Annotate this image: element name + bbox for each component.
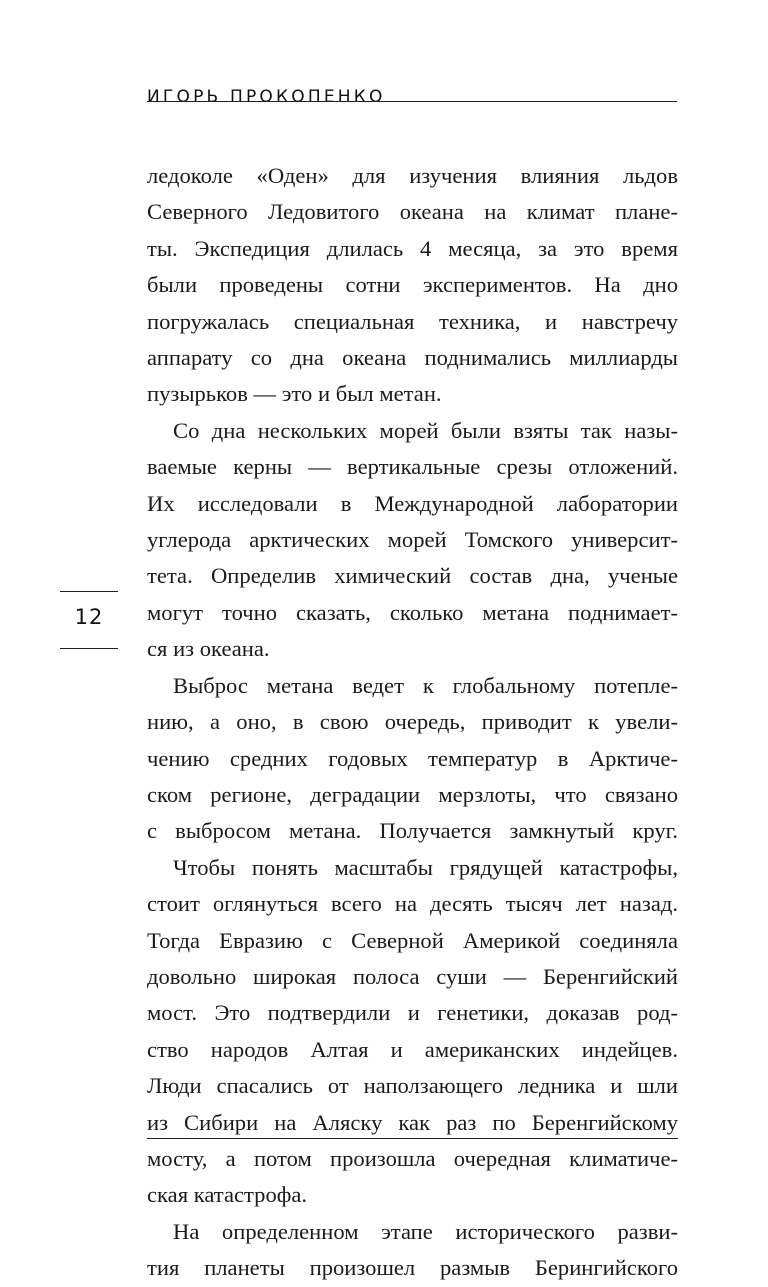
body-line: аппарату со дна океана поднимались миллиарды <box>147 345 678 371</box>
running-head: ИГОРЬ ПРОКОПЕНКО <box>147 87 386 107</box>
header-rule <box>147 101 677 102</box>
body-line: пузырьков — это и был метан. <box>147 381 442 407</box>
body-line: ство народов Алтая и американских индейцев. <box>147 1036 678 1062</box>
body-line: из Сибири на Аляску как раз по Беренгийскому <box>147 1109 678 1135</box>
body-line: Выброс метана ведет к глобальному потепле- <box>173 672 678 698</box>
body-line: могут точно сказать, сколько метана поднимает- <box>147 599 678 625</box>
body-line: Чтобы понять масштабы грядущей катастрофы, <box>173 854 678 880</box>
page-number: 12 <box>74 605 104 629</box>
body-line: довольно широкая полоса суши — Беренгийский <box>147 963 678 989</box>
folio-rule-bottom <box>60 648 118 649</box>
body-line: ты. Экспедиция длилась 4 месяца, за это время <box>147 235 678 261</box>
body-line: На определенном этапе исторического разви- <box>173 1218 678 1244</box>
body-line: ледоколе «Оден» для изучения влияния льдов <box>147 163 678 188</box>
body-text <box>147 158 678 1287</box>
body-line: Люди спасались от наползающего ледника и шли <box>147 1073 678 1099</box>
body-line: ская катастрофа. <box>147 1182 308 1208</box>
body-line: ваемые керны — вертикальные срезы отложений. <box>147 454 678 480</box>
body-line: стоит оглянуться всего на десять тысяч лет назад. <box>147 891 678 917</box>
body-line: Со дна нескольких морей были взяты так назы- <box>173 417 678 443</box>
body-line: Их исследовали в Международной лаборатории <box>147 490 678 516</box>
body-line: чению средних годовых температур в Арктиче- <box>147 745 678 771</box>
body-line: Северного Ледовитого океана на климат плане- <box>147 199 678 225</box>
body-line: были проведены сотни экспериментов. На дно <box>147 272 678 298</box>
body-line: Тогда Евразию с Северной Америкой соединяла <box>147 927 678 953</box>
body-line: с выбросом метана. Получается замкнутый круг. <box>147 818 678 844</box>
body-line: углерода арктических морей Томского университ- <box>147 527 678 553</box>
body-line: погружалась специальная техника, и навстречу <box>147 308 678 334</box>
body-line: ся из океана. <box>147 636 270 662</box>
body-line: мосту, а потом произошла очередная климатиче- <box>147 1145 678 1171</box>
body-line: тета. Определив химический состав дна, ученые <box>147 563 678 589</box>
body-line: мост. Это подтвердили и генетики, доказав род- <box>147 1000 678 1026</box>
footer-rule <box>147 1138 678 1139</box>
body-line: тия планеты произошел размыв Берингийского <box>147 1255 678 1281</box>
body-line: нию, а оно, в свою очередь, приводит к увели- <box>147 709 678 735</box>
folio-rule-top <box>60 591 118 592</box>
body-line: ском регионе, деградации мерзлоты, что связано <box>147 781 678 807</box>
